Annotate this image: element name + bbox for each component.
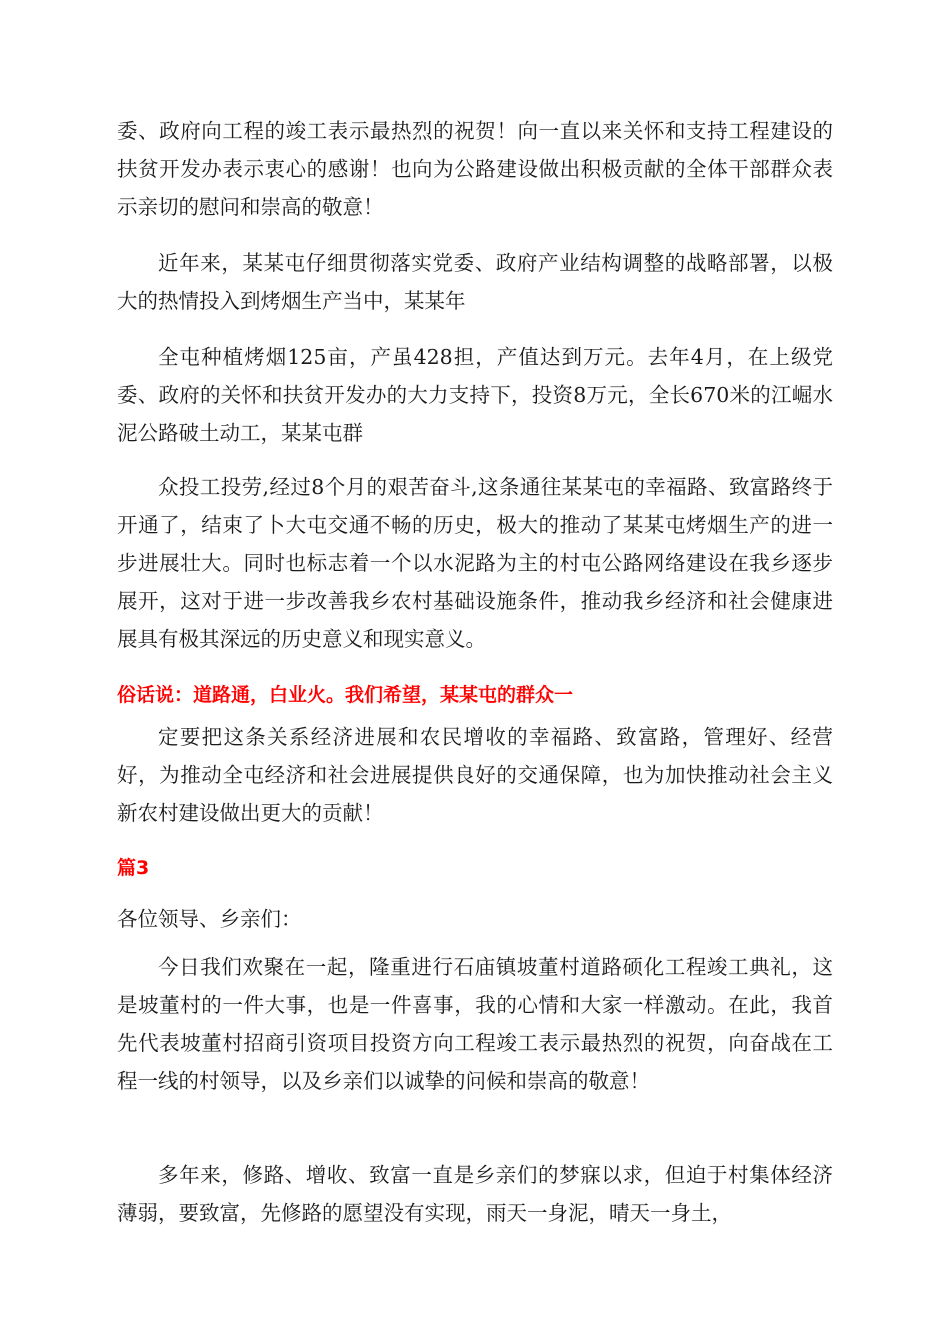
paragraph-ceremony: 今日我们欢聚在一起，隆重进行石庙镇坡董村道路硕化工程竣工典礼，这是坡董村的一件大事，也是一件喜事，我的心情和大家一样激动。在此，我首先代表坡董村招商引资项目投资方向工程竣工表示最热烈的祝贺，向奋战在工程一线的村领导，以及乡亲们以诚挚的问候和崇高的敬意！ [117,955,833,1093]
paragraph-congratulations: 委、政府向工程的竣工表示最热烈的祝贺！向一直以来关怀和支持工程建设的扶贫开发办表示衷心的感谢！也向为公路建设做出积极贡献的全体干部群众表示亲切的慰问和崇高的敬意！ [117,119,833,219]
red-heading-section-3: 篇3 [117,857,150,879]
paragraph-recent-years: 近年来，某某屯仔细贯彻落实党委、政府产业结构调整的战略部署，以极大的热情投入到烤烟生产当中，某某年 [117,251,833,313]
paragraph-manage-road: 定要把这条关系经济进展和农民增收的幸福路、致富路，管理好、经营好，为推动全屯经济和社会进展提供良好的交通保障，也为加快推动社会主义新农村建设做出更大的贡献！ [117,725,833,825]
salutation: 各位领导、乡亲们： [117,907,302,931]
paragraph-tobacco-planting: 全屯种植烤烟125亩，产虽428担，产值达到万元。去年4月，在上级党委、政府的关怀和扶贫开发办的大力支持下，投资8万元，全长670米的江崛水泥公路破土动工，某某屯群 [117,345,833,445]
red-heading-proverb: 俗话说：道路通，白业火。我们希望，某某屯的群众一 [117,684,574,706]
paragraph-years-of-hope: 多年来，修路、增收、致富一直是乡亲们的梦寐以求，但迫于村集体经济薄弱，要致富，先修路的愿望没有实现，雨天一身泥，晴天一身土， [117,1163,833,1225]
paragraph-road-opening: 众投工投劳,经过8个月的艰苦奋斗,这条通往某某屯的幸福路、致富路终于开通了，结束了卜大屯交通不畅的历史，极大的推动了某某屯烤烟生产的进一步进展壮大。同时也标志着一个以水泥路为主的村屯公路网络建设在我乡逐步展开，这对于进一步改善我乡农村基础设施条件，推动我乡经济和社会健康进展具有极其深远的历史意义和现实意义。 [117,475,833,651]
